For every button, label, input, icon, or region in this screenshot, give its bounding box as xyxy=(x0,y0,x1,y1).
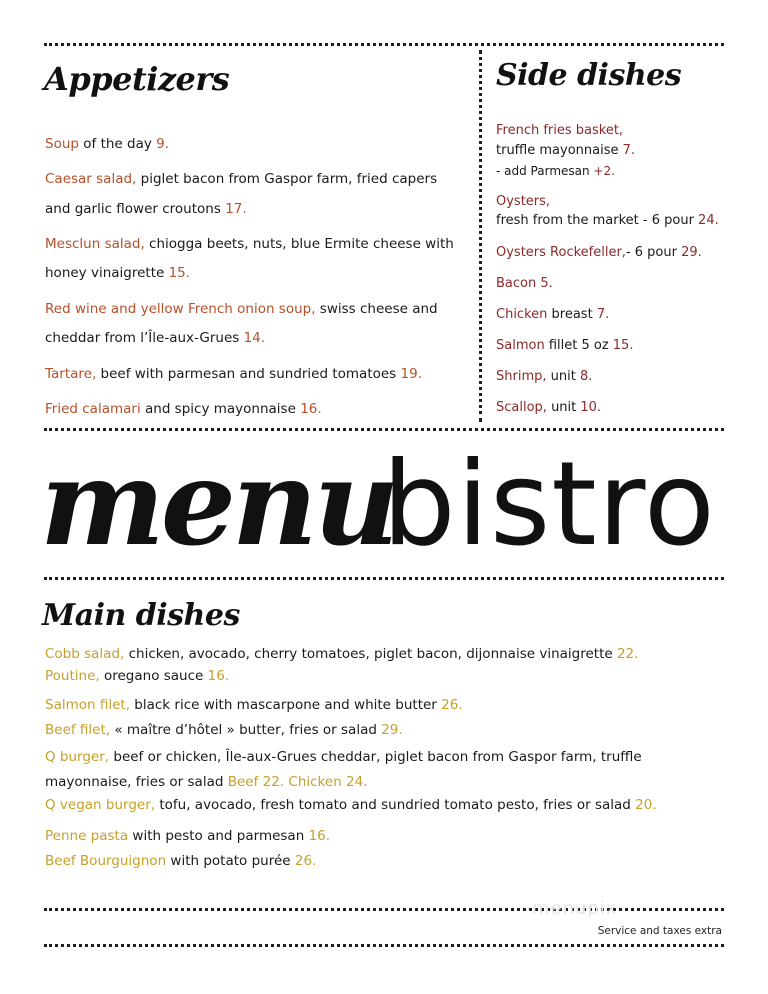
appetizers-title: Appetizers xyxy=(44,60,230,98)
list-item: Shrimp, unit 8. xyxy=(496,369,593,384)
list-item: Poutine, oregano sauce 16. xyxy=(45,668,230,684)
list-item: Soup of the day 9. xyxy=(45,136,170,152)
list-item: Mesclun salad, chiogga beets, nuts, blue Ermite cheese with xyxy=(45,236,454,252)
bottom-dotted-rule-2 xyxy=(44,944,724,947)
top-dotted-rule xyxy=(44,43,724,46)
list-item: Salmon filet, black rice with mascarpone and white butter 26. xyxy=(45,697,463,713)
list-item: Fried calamari and spicy mayonnaise 16. xyxy=(45,401,322,417)
main-dishes-title: Main dishes xyxy=(42,598,240,633)
list-item: Bacon 5. xyxy=(496,276,553,291)
list-item: Beef filet, « maître d’hôtel » butter, fries or salad 29. xyxy=(45,722,403,738)
bottom-dotted-rule-1 xyxy=(44,908,724,911)
list-item: Red wine and yellow French onion soup, swiss cheese and xyxy=(45,301,438,317)
list-item: cheddar from l’Île-aux-Grues 14. xyxy=(45,330,266,346)
list-item: truffle mayonnaise 7. xyxy=(496,143,636,158)
list-item: Scallop, unit 10. xyxy=(496,400,602,415)
footer-note: Service and taxes extra xyxy=(597,925,722,937)
lower-dotted-rule xyxy=(44,577,724,580)
list-item: fresh from the market - 6 pour 24. xyxy=(496,213,719,228)
list-item: Penne pasta with pesto and parmesan 16. xyxy=(45,828,331,844)
list-item: Oysters, xyxy=(496,194,551,209)
banner-word: bistro xyxy=(382,437,716,572)
list-item: - add Parmesan +2. xyxy=(496,164,615,178)
list-item: Caesar salad, piglet bacon from Gaspor farm, fried capers xyxy=(45,171,438,187)
list-item: Salmon fillet 5 oz 15. xyxy=(496,338,634,353)
list-item: Tartare, beef with parmesan and sundried tomatoes 19. xyxy=(45,366,422,382)
middle-dotted-rule xyxy=(44,428,724,431)
list-item: Q burger, beef or chicken, Île-aux-Grues cheddar, piglet bacon from Gaspor farm, truffle xyxy=(45,749,642,765)
list-item: mayonnaise, fries or salad Beef 22. Chicken 24. xyxy=(45,774,368,790)
side-dishes-title: Side dishes xyxy=(496,58,682,93)
list-item: Cobb salad, chicken, avocado, cherry tomatoes, piglet bacon, dijonnaise vinaigrette 22. xyxy=(45,646,639,662)
list-item: honey vinaigrette 15. xyxy=(45,265,191,281)
list-item: Chicken breast 7. xyxy=(496,307,610,322)
watermark: menupix xyxy=(532,898,618,919)
list-item: Beef Bourguignon with potato purée 26. xyxy=(45,853,317,869)
vertical-dotted-rule xyxy=(479,50,482,422)
list-item: and garlic flower croutons 17. xyxy=(45,201,247,217)
list-item: French fries basket, xyxy=(496,123,624,138)
banner-script-word: menu xyxy=(40,433,396,572)
list-item: Oysters Rockefeller,- 6 pour 29. xyxy=(496,245,702,260)
list-item: Q vegan burger, tofu, avocado, fresh tomato and sundried tomato pesto, fries or salad 20. xyxy=(45,797,657,813)
